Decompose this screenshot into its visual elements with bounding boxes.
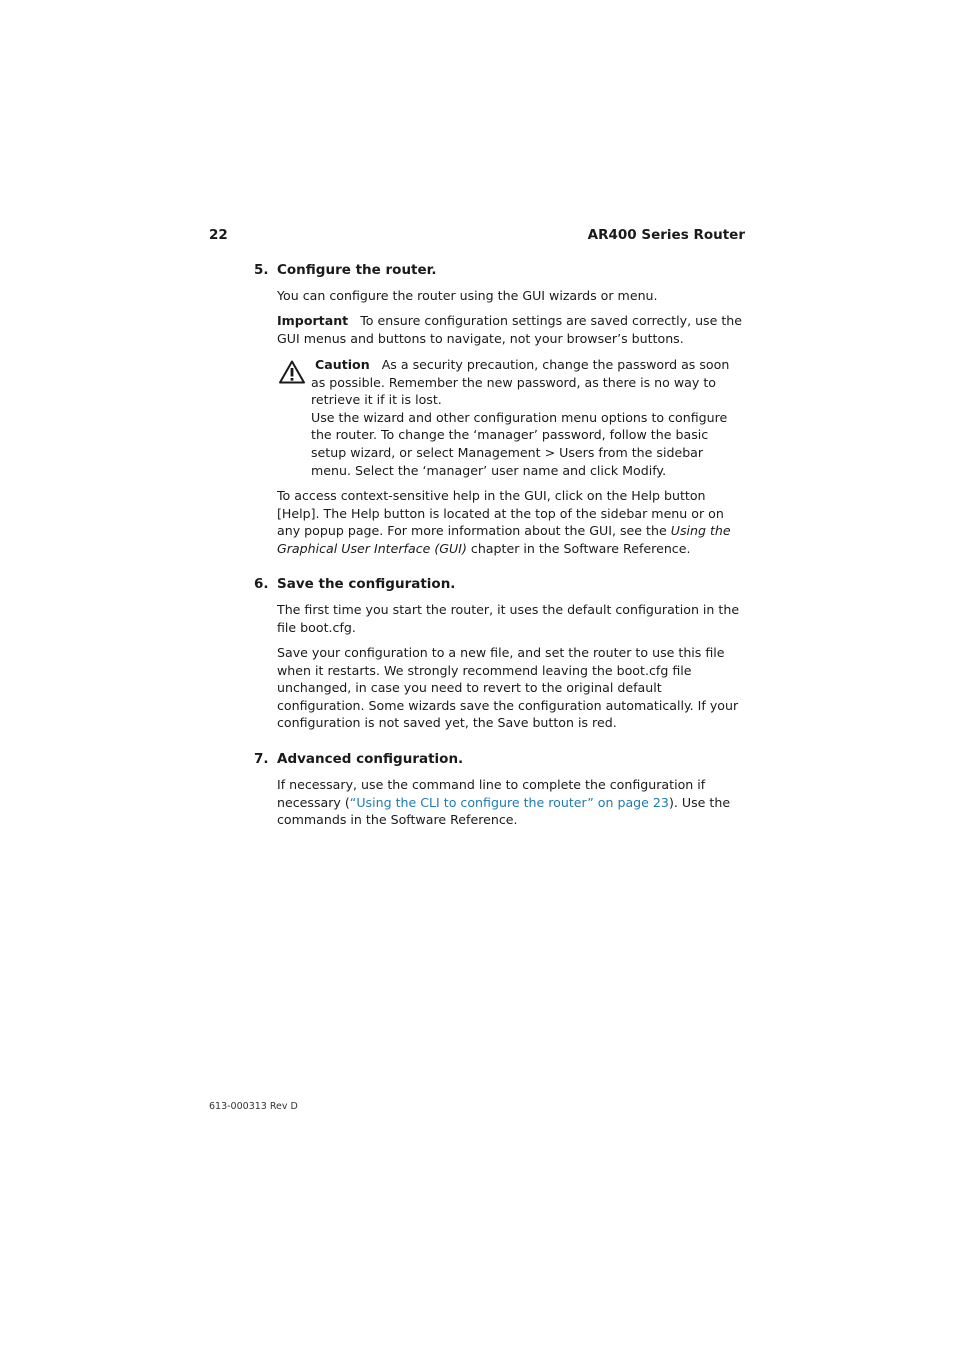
step-6-para-1: The first time you start the router, it uses the default configuration in the file boot.cfg. [277, 602, 740, 635]
cli-text-before: If necessary, use the command line to complete the configuration if necessary ( [277, 777, 706, 810]
caution-label: Caution [315, 357, 370, 372]
important-note [277, 312, 747, 347]
step-6-heading [254, 576, 745, 596]
cli-cross-reference-link[interactable]: “Using the CLI to configure the router” on page 23 [349, 794, 669, 810]
page-footer [209, 1101, 298, 1112]
step-number: 6. [254, 576, 269, 592]
step-number: 5. [254, 262, 269, 278]
caution-text-1: As a security precaution, change the password as soon as possible. Remember the new password, as there is no way to retrieve it if it is lost. [311, 357, 730, 408]
step-5-heading [254, 262, 745, 282]
step-6-para-2: Save your configuration to a new file, and set the router to use this file when it restarts. We strongly recommend leaving the boot.cfg file unchanged, in case you need to revert to the original default configuration. Some wizards save the configuration automatically. If your configuration is not saved yet, the Save button is red. [277, 645, 739, 731]
help-text-after: chapter in the Software Reference. [466, 540, 691, 556]
step-7-para-1 [277, 776, 747, 829]
caution-body [311, 356, 747, 479]
page-header [209, 227, 745, 247]
help-text-before: To access context-sensitive help in the GUI, click on the Help button [Help]. The Help button is located at the top of the sidebar menu or on any popup page. For more information about the GUI, see the [277, 488, 724, 539]
important-text: To ensure configuration settings are saved correctly, use the GUI menus and buttons to navigate, not your browser’s buttons. [277, 313, 743, 346]
document-number: 613-000313 Rev D [209, 1101, 298, 1112]
step-number: 7. [254, 751, 269, 767]
warning-triangle-icon [279, 360, 305, 384]
step-title: Advanced configuration. [277, 751, 464, 767]
document-title: AR400 Series Router [587, 227, 745, 243]
step-title: Configure the router. [277, 262, 437, 278]
help-paragraph [277, 487, 747, 557]
step-5-intro: You can configure the router using the GUI wizards or menu. [277, 288, 658, 303]
step-7-heading [254, 751, 745, 771]
step-title: Save the configuration. [277, 576, 456, 592]
important-label: Important [277, 313, 349, 328]
cli-text-after: ). Use the commands in the Software Reference. [277, 794, 731, 828]
caution-text-2: Use the wizard and other configuration menu options to configure the router. To change the ‘manager’ password, follow the basic setup wizard, or select Management > Users from the sidebar menu. Select the ‘manager’ user name and click Modify. [311, 409, 728, 478]
help-text-italic: Using the Graphical User Interface (GUI) [277, 523, 731, 556]
page-number: 22 [209, 227, 228, 243]
